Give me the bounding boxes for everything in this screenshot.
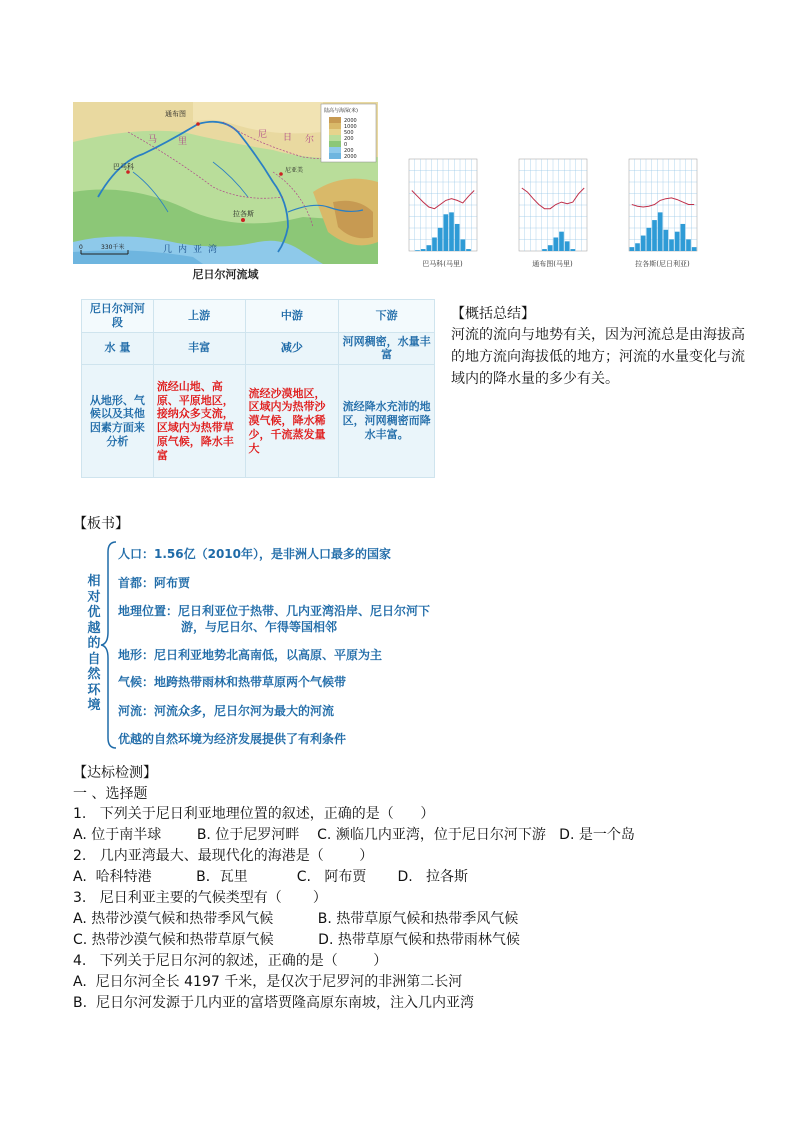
board-brace xyxy=(98,540,118,750)
map-legend-value: 200 xyxy=(344,136,354,142)
question-line: 3. 尼日利亚主要的气候类型有（ ） xyxy=(73,890,327,906)
board-title: 【板书】 xyxy=(73,516,129,532)
precip-bar xyxy=(565,241,570,251)
map-caption: 尼日尔河流域 xyxy=(192,268,259,281)
precip-bar xyxy=(681,224,686,251)
precip-bar xyxy=(686,239,691,251)
precip-bar xyxy=(427,245,432,251)
precip-bar xyxy=(630,247,635,251)
map-legend-value: 0 xyxy=(344,142,348,148)
climate-chart-caption: 巴马科(马里) xyxy=(422,260,463,268)
table-cell: 流经沙漠地区，区域内为热带沙漠气候，降水稀少，千流蒸发量大 xyxy=(245,365,339,478)
map-legend-title: 陆高与海深(米) xyxy=(324,108,358,114)
precip-bar xyxy=(548,245,553,251)
map-label-er: 尔 xyxy=(305,135,315,145)
question-line: C. 热带沙漠气候和热带草原气候 D. 热带草原气候和热带雨林气候 xyxy=(73,932,520,948)
map-label-tongbuku: 通布图 xyxy=(165,110,186,118)
precip-bar xyxy=(455,224,460,251)
precip-bar xyxy=(559,232,564,251)
map-label-scale: 330千米 xyxy=(101,244,125,251)
precip-bar xyxy=(692,247,697,251)
precip-bar xyxy=(438,228,443,251)
precip-bar xyxy=(635,243,640,251)
question-line: A. 哈科特港 B．瓦里 C. 阿布贾 D. 拉各斯 xyxy=(73,869,469,885)
map-legend-value: 2000 xyxy=(344,154,357,160)
board-item: 河流：河流众多，尼日尔河为最大的河流 xyxy=(118,704,335,718)
table-header-cell: 上游 xyxy=(153,300,245,333)
board-vertical-heading: 相对优越的自然环境 xyxy=(87,574,101,713)
map-label-ma: 马 xyxy=(148,135,158,145)
precip-bar xyxy=(669,239,674,251)
niger-river-basin-map xyxy=(73,102,378,264)
summary-title: 【概括总结】 xyxy=(451,306,535,322)
precip-bar xyxy=(647,228,652,251)
board-item: 首都：阿布贾 xyxy=(118,576,191,590)
table-header-cell: 尼日尔河河段 xyxy=(82,300,154,333)
question-line: 2. 几内亚湾最大、最现代化的海港是（ ） xyxy=(73,848,374,864)
precip-bar xyxy=(641,236,646,251)
precip-bar xyxy=(652,220,657,251)
map-legend-value: 2000 xyxy=(344,118,357,124)
map-label-ri: 日 xyxy=(283,133,293,143)
question-line: A. 位于南半球 B. 位于尼罗河畔 C. 濒临几内亚湾，位于尼日尔河下游 D. 是一个岛 xyxy=(73,827,635,843)
summary-text: 河流的流向与地势有关，因为河流总是由海拔高的地方流向海拔低的地方；河流的水量变化与流域内的降水量的多少有关。 xyxy=(451,327,745,387)
map-label-bamako: 巴马科 xyxy=(113,163,134,171)
table-header-cell: 下游 xyxy=(339,300,435,333)
precip-bar xyxy=(421,249,426,251)
test-section: 一 、选择题 xyxy=(73,786,148,802)
board-item: 地理位置：尼日利亚位于热带、几内亚湾沿岸、尼日尔河下 xyxy=(118,604,431,618)
map-label-scale-zero: 0 xyxy=(79,244,83,251)
climate-chart-tongbuku xyxy=(505,151,600,271)
table-cell: 水 量 xyxy=(82,332,154,365)
precip-bar xyxy=(664,230,669,251)
question-line: B. 尼日尔河发源于几内亚的富塔贾隆高原东南坡，注入几内亚湾 xyxy=(73,995,474,1011)
question-line: A. 热带沙漠气候和热带季风气候 B. 热带草原气候和热带季风气候 xyxy=(73,911,519,927)
map-label-li: 里 xyxy=(178,137,188,147)
river-section-table xyxy=(81,299,435,478)
question-line: 1. 下列关于尼日利亚地理位置的叙述，正确的是（ ） xyxy=(73,806,435,822)
climate-chart-bamako xyxy=(395,151,490,271)
precip-bar xyxy=(554,237,559,251)
board-item: 优越的自然环境为经济发展提供了有利条件 xyxy=(118,732,347,746)
precip-bar xyxy=(675,232,680,251)
precip-bar xyxy=(466,249,471,251)
table-header-cell: 中游 xyxy=(245,300,339,333)
map-label-guinea-gulf: 几内亚湾 xyxy=(163,245,224,255)
map-legend-value: 500 xyxy=(344,130,354,136)
map-label-lagos: 拉各斯 xyxy=(233,210,254,218)
board-item: 地形：尼日利亚地势北高南低，以高原、平原为主 xyxy=(118,648,383,662)
precip-bar xyxy=(461,239,466,251)
board-item: 气候：地跨热带雨林和热带草原两个气候带 xyxy=(118,675,347,689)
test-title: 【达标检测】 xyxy=(73,765,157,781)
board-item: 人口：1.56亿（2010年），是非洲人口最多的国家 xyxy=(118,547,392,561)
precip-bar xyxy=(542,249,547,251)
table-cell: 从地形、气候以及其他因素方面来分析 xyxy=(82,365,154,478)
climate-chart-caption: 拉各斯(尼日利亚) xyxy=(635,260,690,268)
question-line: 4. 下列关于尼日尔河的叙述，正确的是（ ） xyxy=(73,953,388,969)
climate-chart-lagos xyxy=(615,151,710,271)
precip-bar xyxy=(449,212,454,251)
precip-bar xyxy=(432,237,437,251)
precip-bar xyxy=(415,250,420,251)
table-cell: 流经山地、高原、平原地区，接纳众多支流，区域内为热带草原气候，降水丰富 xyxy=(153,365,245,478)
precip-bar xyxy=(444,214,449,251)
board-item: 游，与尼日尔、乍得等国相邻 xyxy=(181,620,338,634)
table-cell: 流经降水充沛的地区，河网稠密而降水丰富。 xyxy=(339,365,435,478)
table-cell: 减少 xyxy=(245,332,339,365)
table-cell: 河网稠密，水量丰富 xyxy=(339,332,435,365)
map-label-niamey: 尼亚美 xyxy=(285,167,304,174)
precip-bar xyxy=(571,249,576,251)
map-legend-value: 200 xyxy=(344,148,354,154)
map-legend-value: 1000 xyxy=(344,124,357,130)
precip-bar xyxy=(658,212,663,251)
map-label-niger: 尼 xyxy=(258,130,268,140)
table-cell: 丰富 xyxy=(153,332,245,365)
climate-chart-caption: 通布图(马里) xyxy=(532,260,573,268)
question-line: A. 尼日尔河全长 4197 千米，是仅次于尼罗河的非洲第二长河 xyxy=(73,974,463,990)
